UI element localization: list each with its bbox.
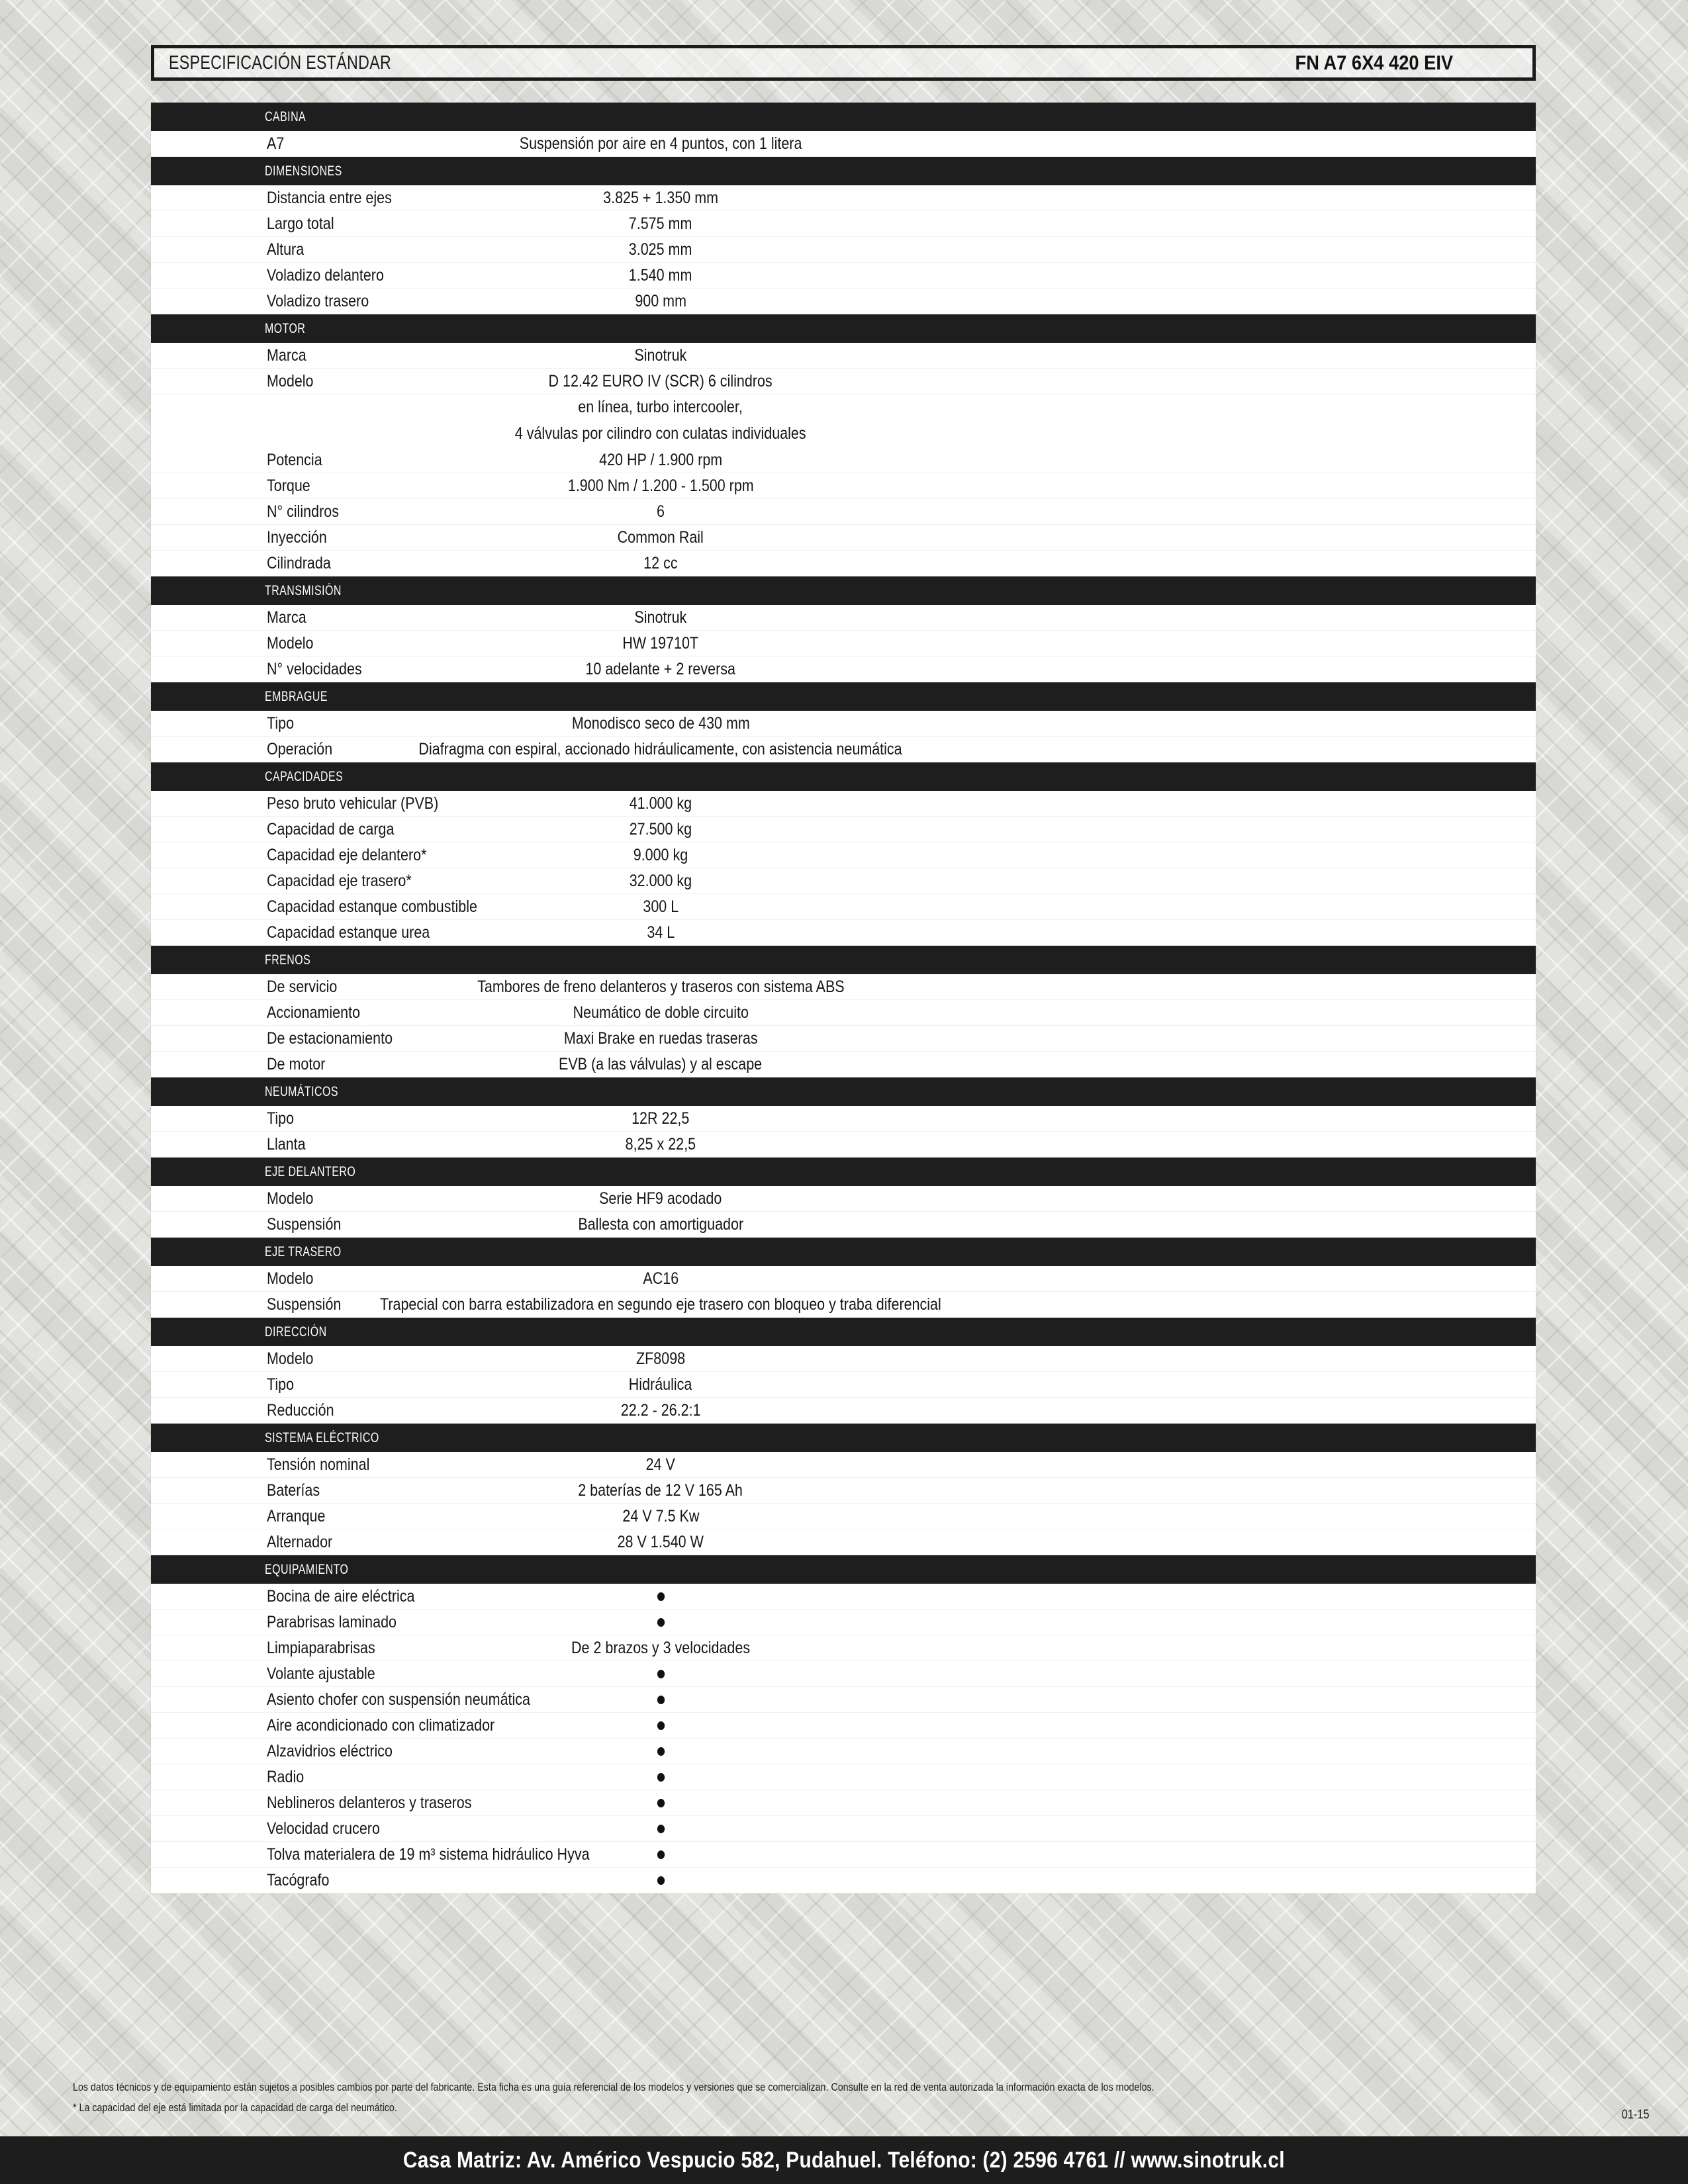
bullet-dot-icon (657, 1696, 664, 1704)
section-header (151, 103, 1536, 131)
spec-row (151, 473, 1536, 499)
spec-row (151, 394, 1536, 421)
spec-section (151, 157, 1536, 314)
spec-value-text: 34 L (647, 923, 675, 942)
spec-row (151, 1452, 1536, 1478)
feature-included-dot (657, 1613, 664, 1632)
spec-value (151, 266, 1170, 285)
footnotes (73, 2081, 1595, 2122)
spec-label: Tolva materialera de 19 m³ sistema hidráulico Hyva (267, 1844, 590, 1864)
section-title: EQUIPAMIENTO (265, 1561, 349, 1577)
spec-value (151, 1639, 1170, 1658)
disclaimer-text: Los datos técnicos y de equipamiento están sujetos a posibles cambios por parte del fabricante. Esta ficha es una guía referencial de los modelos y versiones que se comercializan. Consulte en la red de venta autorizada la información exacta de los modelos. (73, 2081, 1154, 2093)
spec-label: Radio (267, 1767, 305, 1786)
spec-value (151, 978, 1170, 997)
section-header (151, 1318, 1536, 1346)
spec-row (151, 1186, 1536, 1212)
spec-label: Capacidad estanque urea (267, 923, 430, 942)
section-title: NEUMÁTICOS (265, 1083, 338, 1099)
spec-row (151, 1635, 1536, 1661)
bullet-dot-icon (657, 1876, 664, 1885)
spec-value (151, 1109, 1170, 1128)
spec-value-text: 420 HP / 1.900 rpm (598, 450, 723, 469)
spec-row (151, 185, 1536, 211)
spec-row (151, 421, 1536, 447)
spec-row (151, 711, 1536, 737)
section-title: EJE DELANTERO (265, 1163, 356, 1179)
spec-value-text: Common Rail (617, 527, 704, 547)
spec-row (151, 974, 1536, 1000)
feature-included-dot (657, 1768, 664, 1787)
spec-label: Accionamiento (267, 1003, 361, 1022)
spec-value-text: 1.540 mm (629, 265, 692, 285)
bullet-dot-icon (657, 1773, 664, 1782)
section-header (151, 1158, 1536, 1186)
spec-label: Volante ajustable (267, 1664, 375, 1683)
spec-row (151, 369, 1536, 394)
spec-row (151, 263, 1536, 289)
spec-row (151, 1816, 1536, 1842)
spec-label: Marca (267, 608, 306, 627)
spec-value-text: 6 (657, 502, 665, 521)
spec-section (151, 1424, 1536, 1555)
section-title: MOTOR (265, 320, 306, 336)
spec-value-text: 12 cc (643, 553, 678, 572)
spec-row (151, 1868, 1536, 1893)
spec-label: Modelo (267, 633, 314, 653)
spec-row (151, 737, 1536, 762)
spec-value (151, 346, 1170, 365)
spec-value (151, 846, 1170, 865)
spec-value-text: 9.000 kg (633, 845, 688, 864)
spec-value-text: De 2 brazos y 3 velocidades (571, 1638, 751, 1657)
spec-label: A7 (267, 134, 285, 153)
section-header (151, 314, 1536, 343)
spec-value (151, 1375, 1170, 1394)
spec-label: N° velocidades (267, 659, 362, 678)
spec-value-text: 28 V 1.540 W (617, 1532, 704, 1551)
spec-value (151, 1055, 1170, 1074)
spec-value (151, 1690, 1170, 1709)
spec-label: Modelo (267, 1269, 314, 1288)
section-header (151, 1555, 1536, 1584)
spec-value-text: 3.825 + 1.350 mm (603, 188, 718, 207)
spec-label: De motor (267, 1054, 326, 1073)
spec-row (151, 1266, 1536, 1292)
spec-value (151, 794, 1170, 813)
spec-row (151, 1661, 1536, 1687)
spec-value-text: Trapecial con barra estabilizadora en segundo eje trasero con bloqueo y traba diferencial (380, 1295, 941, 1314)
spec-label: Alternador (267, 1532, 333, 1551)
spec-row (151, 1398, 1536, 1424)
spec-label: Bocina de aire eléctrica (267, 1586, 415, 1606)
spec-row (151, 1132, 1536, 1158)
spec-value (151, 554, 1170, 573)
section-title: FRENOS (265, 952, 311, 968)
spec-value (151, 451, 1170, 470)
spec-value-text: 24 V (645, 1455, 676, 1474)
spec-label: Suspensión (267, 1214, 342, 1234)
feature-included-dot (657, 1845, 664, 1864)
spec-value (151, 1349, 1170, 1369)
section-title: TRANSMISIÓN (265, 582, 342, 598)
spec-label: Torque (267, 476, 310, 495)
spec-value-text: 12R 22,5 (632, 1109, 690, 1128)
spec-value (151, 660, 1170, 679)
spec-section (151, 1077, 1536, 1158)
spec-section (151, 1318, 1536, 1424)
spec-value-text: Suspensión por aire en 4 puntos, con 1 litera (519, 134, 802, 153)
document-code: 01-15 (1622, 2108, 1650, 2122)
section-title: CAPACIDADES (265, 768, 344, 784)
spec-row (151, 1052, 1536, 1077)
spec-value (151, 1215, 1170, 1234)
spec-row (151, 1529, 1536, 1555)
spec-label: Arranque (267, 1506, 326, 1525)
spec-value (151, 1768, 1170, 1787)
spec-row (151, 551, 1536, 576)
spec-row (151, 920, 1536, 946)
spec-section (151, 1238, 1536, 1318)
spec-value-text: 2 baterías de 12 V 165 Ah (578, 1480, 743, 1500)
spec-label: Tipo (267, 1109, 295, 1128)
spec-value (151, 1533, 1170, 1552)
spec-value-text: 27.500 kg (629, 819, 692, 839)
spec-row (151, 605, 1536, 631)
spec-value (151, 820, 1170, 839)
spec-value (151, 1029, 1170, 1048)
spec-value-text: Hidráulica (629, 1375, 692, 1394)
spec-section (151, 762, 1536, 946)
section-title: EMBRAGUE (265, 688, 328, 704)
spec-value (151, 477, 1170, 496)
spec-section (151, 682, 1536, 762)
spec-section (151, 946, 1536, 1077)
spec-label: Voladizo delantero (267, 265, 384, 285)
section-header (151, 576, 1536, 605)
feature-included-dot (657, 1794, 664, 1813)
spec-label: Baterías (267, 1480, 320, 1500)
spec-value (151, 1845, 1170, 1864)
contact-bar (0, 2136, 1688, 2184)
spec-value (151, 923, 1170, 942)
section-title: CABINA (265, 109, 306, 124)
spec-value (151, 292, 1170, 311)
spec-value (151, 528, 1170, 547)
spec-row (151, 289, 1536, 314)
spec-value (151, 740, 1170, 759)
section-header (151, 1424, 1536, 1452)
spec-label: Marca (267, 345, 306, 365)
spec-label: Velocidad crucero (267, 1819, 380, 1838)
feature-included-dot (657, 1716, 664, 1735)
spec-label: Capacidad eje delantero* (267, 845, 427, 864)
spec-row (151, 1584, 1536, 1610)
spec-row (151, 1212, 1536, 1238)
spec-label: Largo total (267, 214, 334, 233)
spec-title-bar (151, 45, 1536, 81)
spec-value (151, 1507, 1170, 1526)
spec-value-text: 300 L (643, 897, 679, 916)
spec-label: Inyección (267, 527, 327, 547)
spec-row (151, 343, 1536, 369)
spec-row (151, 1764, 1536, 1790)
spec-section (151, 1158, 1536, 1238)
spec-value-text: Ballesta con amortiguador (578, 1214, 743, 1234)
spec-row (151, 817, 1536, 842)
spec-value (151, 1742, 1170, 1761)
spec-value (151, 1481, 1170, 1500)
spec-section (151, 314, 1536, 576)
contact-info: Casa Matriz: Av. Américo Vespucio 582, Pudahuel. Teléfono: (2) 2596 4761 // www.sinotruk.cl (402, 2147, 1286, 2173)
section-header (151, 762, 1536, 791)
spec-label: Parabrisas laminado (267, 1612, 397, 1631)
feature-included-dot (657, 1871, 664, 1890)
section-title: DIMENSIONES (265, 163, 342, 179)
feature-included-dot (657, 1664, 664, 1684)
spec-row (151, 447, 1536, 473)
spec-value-text: 900 mm (635, 291, 686, 310)
bullet-dot-icon (657, 1850, 664, 1859)
bullet-dot-icon (657, 1721, 664, 1730)
feature-included-dot (657, 1587, 664, 1606)
page-title: ESPECIFICACIÓN ESTÁNDAR (169, 52, 392, 73)
spec-row (151, 237, 1536, 263)
spec-row (151, 131, 1536, 157)
spec-value-text: ZF8098 (635, 1349, 686, 1368)
spec-value (151, 897, 1170, 917)
spec-label: Voladizo trasero (267, 291, 369, 310)
spec-value-text: 4 válvulas por cilindro con culatas individuales (515, 424, 806, 443)
spec-value (151, 634, 1170, 653)
spec-row (151, 525, 1536, 551)
spec-row (151, 894, 1536, 920)
spec-row (151, 1000, 1536, 1026)
spec-label: Llanta (267, 1134, 306, 1154)
bullet-dot-icon (657, 1618, 664, 1627)
spec-label: Tipo (267, 713, 295, 733)
spec-label: Operación (267, 739, 333, 758)
spec-value-text: Neumático de doble circuito (573, 1003, 749, 1022)
spec-row (151, 1610, 1536, 1635)
spec-row (151, 1026, 1536, 1052)
spec-row (151, 631, 1536, 657)
section-header (151, 1077, 1536, 1106)
spec-label: Neblineros delanteros y traseros (267, 1793, 472, 1812)
bullet-dot-icon (657, 1799, 664, 1807)
spec-row (151, 1739, 1536, 1764)
spec-value (151, 189, 1170, 208)
spec-label: Alzavidrios eléctrico (267, 1741, 393, 1760)
spec-row (151, 842, 1536, 868)
spec-label: Tensión nominal (267, 1455, 370, 1474)
spec-value (151, 424, 1170, 443)
section-title: DIRECCIÓN (265, 1324, 327, 1340)
spec-label: Capacidad de carga (267, 819, 395, 839)
feature-included-dot (657, 1742, 664, 1761)
spec-row (151, 1372, 1536, 1398)
spec-row (151, 1478, 1536, 1504)
spec-value (151, 1794, 1170, 1813)
spec-section (151, 576, 1536, 682)
spec-value-text: 24 V 7.5 Kw (622, 1506, 699, 1525)
section-title: EJE TRASERO (265, 1244, 342, 1259)
spec-value (151, 714, 1170, 733)
spec-value (151, 1269, 1170, 1289)
spec-label: Suspensión (267, 1295, 342, 1314)
spec-value-text: EVB (a las válvulas) y al escape (559, 1054, 763, 1073)
spec-row (151, 1292, 1536, 1318)
spec-value-text: en línea, turbo intercooler, (578, 398, 743, 416)
spec-value-text: 3.025 mm (629, 240, 692, 259)
spec-label: De servicio (267, 977, 338, 996)
section-header (151, 157, 1536, 185)
spec-label: Capacidad estanque combustible (267, 897, 477, 916)
spec-value (151, 1135, 1170, 1154)
spec-value-text: 8,25 x 22,5 (625, 1134, 696, 1154)
spec-row (151, 657, 1536, 682)
feature-included-dot (657, 1819, 664, 1839)
spec-row (151, 868, 1536, 894)
spec-value-text: Maxi Brake en ruedas traseras (563, 1028, 758, 1048)
spec-section (151, 1555, 1536, 1893)
spec-label: Tipo (267, 1375, 295, 1394)
spec-value (151, 1587, 1170, 1606)
spec-value-text: AC16 (643, 1269, 679, 1288)
feature-included-dot (657, 1690, 664, 1709)
spec-value (151, 1664, 1170, 1684)
spec-label: Potencia (267, 450, 322, 469)
spec-label: Altura (267, 240, 305, 259)
axle-note-text: * La capacidad del eje está limitada por la capacidad de carga del neumático. (73, 2101, 397, 2114)
spec-value-text: 10 adelante + 2 reversa (585, 659, 736, 678)
spec-label: Limpiaparabrisas (267, 1638, 375, 1657)
spec-label: Modelo (267, 371, 314, 390)
spec-row (151, 211, 1536, 237)
spec-value-text: Sinotruk (634, 345, 687, 365)
spec-label: Cilindrada (267, 553, 331, 572)
spec-value-text: Diafragma con espiral, accionado hidráulicamente, con asistencia neumática (418, 739, 903, 758)
spec-value-text: 41.000 kg (629, 794, 692, 813)
spec-row (151, 1106, 1536, 1132)
spec-row (151, 1790, 1536, 1816)
spec-value-text: D 12.42 EURO IV (SCR) 6 cilindros (548, 371, 773, 390)
spec-value (151, 372, 1170, 391)
spec-value (151, 502, 1170, 522)
spec-value (151, 1613, 1170, 1632)
spec-value (151, 1401, 1170, 1420)
spec-label: Peso bruto vehicular (PVB) (267, 794, 439, 813)
spec-value (151, 240, 1170, 259)
spec-label: N° cilindros (267, 502, 339, 521)
spec-value (151, 1819, 1170, 1839)
spec-value (151, 1295, 1170, 1314)
spec-value (151, 1455, 1170, 1475)
bullet-dot-icon (657, 1825, 664, 1833)
bullet-dot-icon (657, 1592, 664, 1601)
section-header (151, 946, 1536, 974)
spec-value (151, 1189, 1170, 1208)
spec-label: Distancia entre ejes (267, 188, 392, 207)
spec-label: Capacidad eje trasero* (267, 871, 412, 890)
spec-label: Modelo (267, 1189, 314, 1208)
spec-value (151, 1003, 1170, 1023)
spec-value (151, 1716, 1170, 1735)
section-title: SISTEMA ELÉCTRICO (265, 1430, 379, 1445)
spec-value-text: 7.575 mm (629, 214, 692, 233)
spec-row (151, 1842, 1536, 1868)
spec-row (151, 791, 1536, 817)
spec-value-text: Sinotruk (634, 608, 687, 627)
spec-row (151, 499, 1536, 525)
bullet-dot-icon (657, 1747, 664, 1756)
spec-value-text: Tambores de freno delanteros y traseros con sistema ABS (477, 977, 845, 996)
spec-value-text: 1.900 Nm / 1.200 - 1.500 rpm (567, 476, 754, 495)
spec-value-text: HW 19710T (622, 633, 699, 653)
spec-value-text: 22.2 - 26.2:1 (620, 1400, 701, 1420)
spec-value-text: 32.000 kg (629, 871, 692, 890)
bullet-dot-icon (657, 1670, 664, 1678)
spec-value (151, 134, 1170, 154)
spec-row (151, 1713, 1536, 1739)
spec-value (151, 1871, 1170, 1890)
spec-value (151, 398, 1170, 417)
model-designation: FN A7 6X4 420 EIV (1295, 51, 1453, 74)
spec-row (151, 1346, 1536, 1372)
specification-table (151, 103, 1536, 1893)
spec-label: Reducción (267, 1400, 334, 1420)
spec-value-text: Monodisco seco de 430 mm (571, 713, 750, 733)
spec-value (151, 214, 1170, 234)
spec-section (151, 103, 1536, 157)
spec-value-text: Serie HF9 acodado (599, 1189, 722, 1208)
section-header (151, 1238, 1536, 1266)
section-header (151, 682, 1536, 711)
spec-label: Tacógrafo (267, 1870, 330, 1889)
spec-label: De estacionamiento (267, 1028, 393, 1048)
spec-label: Aire acondicionado con climatizador (267, 1715, 495, 1735)
spec-row (151, 1687, 1536, 1713)
spec-row (151, 1504, 1536, 1529)
spec-label: Modelo (267, 1349, 314, 1368)
spec-value (151, 872, 1170, 891)
spec-label: Asiento chofer con suspensión neumática (267, 1690, 530, 1709)
spec-value (151, 608, 1170, 627)
